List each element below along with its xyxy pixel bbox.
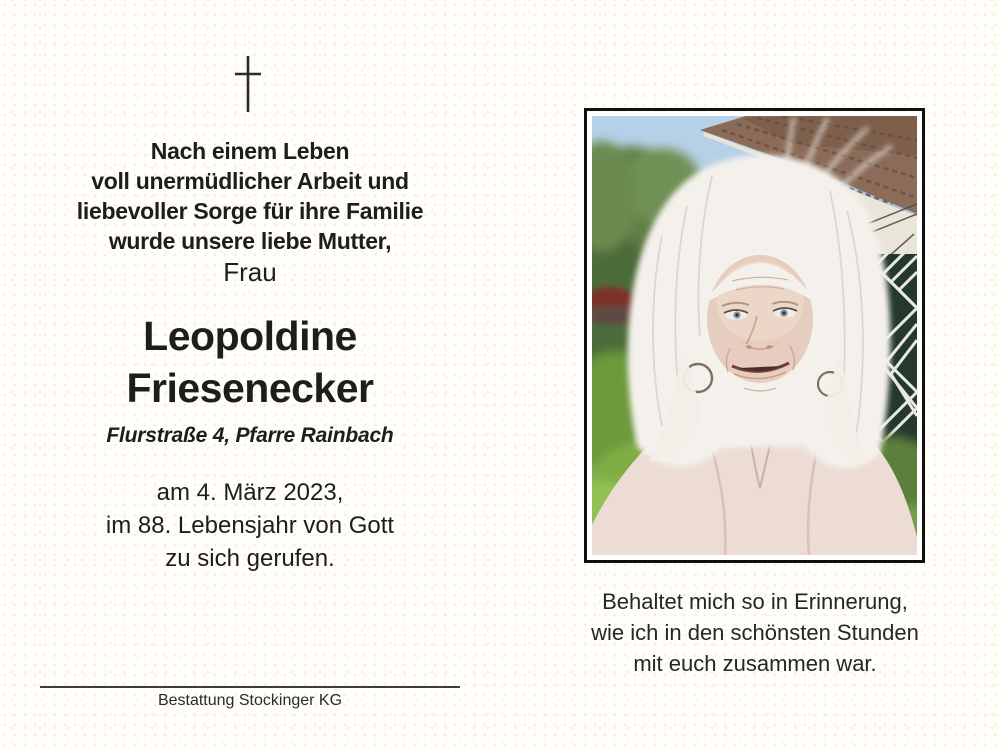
death-notice: [15, 476, 485, 575]
funeral-home-name: Bestattung Stockinger KG: [157, 692, 343, 709]
intro-line: liebevoller Sorge für ihre Familie: [76, 198, 424, 224]
deceased-first-name: Leopoldine: [143, 313, 357, 359]
portrait-photo-illustration: [592, 116, 917, 555]
cross-icon: [226, 50, 270, 116]
address-line: Flurstraße 4, Pfarre Rainbach: [106, 424, 394, 447]
salutation: Frau: [223, 257, 277, 287]
intro-line: wurde unsere liebe Mutter,: [108, 228, 392, 254]
deceased-last-name: Friesenecker: [126, 365, 374, 411]
divider-line: [40, 686, 460, 688]
death-notice-line: im 88. Lebensjahr von Gott: [105, 512, 395, 539]
intro-line: voll unermüdlicher Arbeit und: [91, 168, 409, 194]
portrait-photo: [584, 108, 925, 563]
caption-line: mit euch zusammen war.: [633, 651, 877, 676]
death-notice-line: am 4. März 2023,: [156, 479, 344, 506]
deceased-name: [15, 310, 485, 414]
intro-text: [15, 136, 485, 256]
caption-line: Behaltet mich so in Erinnerung,: [602, 589, 908, 614]
intro-line: Nach einem Leben: [150, 138, 350, 164]
caption-line: wie ich in den schönsten Stunden: [591, 620, 919, 645]
photo-caption: [555, 586, 955, 679]
death-notice-line: zu sich gerufen.: [165, 545, 335, 572]
